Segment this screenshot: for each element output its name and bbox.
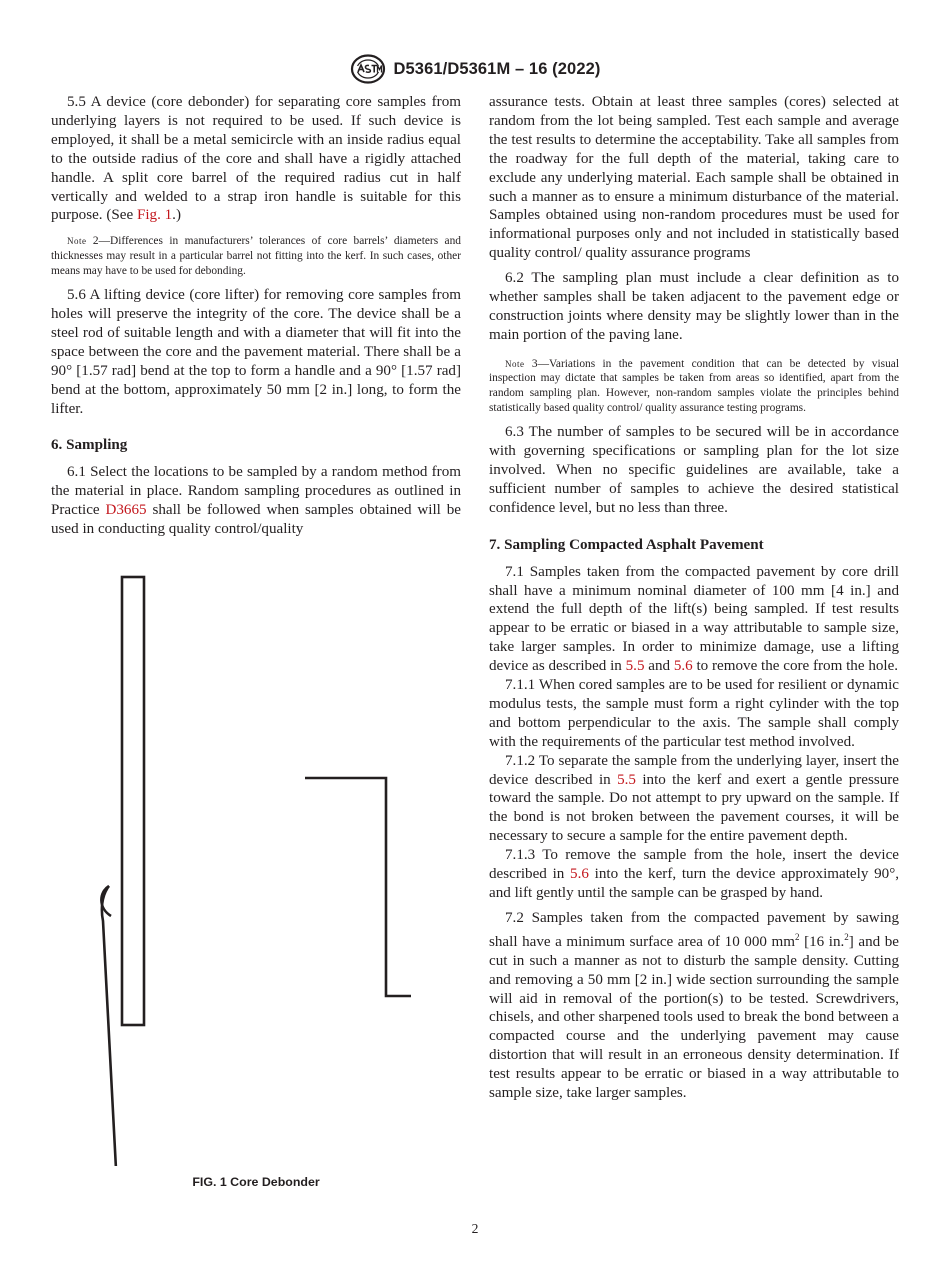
text: 7.2 Samples taken from the compacted pavement by sawing shall have a minimum surface area of 10 000 mm xyxy=(489,909,899,950)
text: .) xyxy=(172,207,181,224)
section-5-6-link[interactable]: 5.6 xyxy=(570,866,589,883)
document-designation: D5361/D5361M – 16 (2022) xyxy=(393,59,601,78)
paragraph-6-2: 6.2 The sampling plan must include a clear definition as to whether samples shall be taken adjacent to the pavement edge or construction joints where density may be slightly lower than in the main portion of the paving lane. xyxy=(489,270,899,343)
text: into the kerf and exert a gentle pressure toward the sample. Do not attempt to pry upward on the sample. If the bond is not broken between the pavement courses, it will be necessary to secure a sample for the entire pavement depth. xyxy=(489,771,899,845)
note-text: —Variations in the pavement condition that can be detected by visual inspection may dictate that samples be taken from areas so identified, apart from the random sampling plan. However, non-random samples violate the principles behind statistically based quality control/ quality assurance testing programs. xyxy=(489,357,899,414)
text: into the kerf, turn the device approximately 90°, and lift gently until the sample can be grasped by hand. xyxy=(489,866,899,901)
note-number: 3 xyxy=(531,357,538,370)
paragraph-5-5 xyxy=(51,93,461,225)
right-column xyxy=(489,93,899,1103)
text: [16 in. xyxy=(799,933,845,950)
paragraph-6-1 xyxy=(51,463,461,539)
debonder-handle xyxy=(122,577,144,1025)
section-5-5-link[interactable]: 5.5 xyxy=(617,771,636,788)
d3665-link[interactable]: D3665 xyxy=(105,502,147,519)
text: 7.1.2 To separate the sample from the underlying layer, insert the device described in xyxy=(489,752,899,788)
superscript: 2 xyxy=(844,931,849,942)
text: ] and be cut in such a manner as not to disturb the sample density. Cutting and removing a 50 mm [2 in.] wide section surrounding the sample will aid in removal of the portion(s) to be tested. Screwdrivers, chisels, and other sharpened tools used to break the bond between a compacted course and the underlying pavement may cause distortion that will result in an erroneous density determination. If test results appear to be erratic or biased in a way attributable to sample size, take larger samples. xyxy=(489,933,899,1102)
paragraph-7-1 xyxy=(489,563,899,676)
text: 7.1 Samples taken from the compacted pavement by core drill shall have a minimum nominal diameter of 100 mm [4 in.] and extend the full depth of the lift(s) being sampled. If test results appear to be erratic or biased in a way attributable to sample size, take larger samples. In order to minimize damage, use a lifting device as described in xyxy=(489,563,899,675)
note-label: Note xyxy=(67,236,87,247)
text: 6.1 Select the locations to be sampled by a random method from the material in place. Random sampling procedures as outlined in Practice xyxy=(51,464,461,519)
paragraph-5-6: 5.6 A lifting device (core lifter) for removing core samples from holes will preserve the integrity of the core. The device shall be a steel rod of suitable length and with a diameter that will fit into the space between the core and the pavement material. There shall be a 90° [1.57 rad] bend at the top to form a handle and a 90° [1.57 rad] bend at the bottom, approximately 50 mm [2 in.] long, to form the lifter. xyxy=(51,287,461,417)
text: and xyxy=(644,658,674,675)
text: 5.5 A device (core debonder) for separating core samples from underlying layers is not required to be used. If such device is employed, it shall be a metal semicircle with an inside radius equal to the outside radius of the core and shall have a rigidly attached handle. A split core barrel of the required radius cut in half vertically and welded to a strap iron handle is suitable for this purpose. (See xyxy=(51,94,461,224)
page-header xyxy=(0,52,950,86)
astm-logo-icon xyxy=(350,54,386,84)
note-label: Note xyxy=(505,358,525,369)
note-number: 2 xyxy=(92,235,99,248)
section-7-heading: 7. Sampling Compacted Asphalt Pavement xyxy=(489,536,764,553)
section-5-6-link[interactable]: 5.6 xyxy=(673,658,693,675)
fig-1-link[interactable]: Fig. 1 xyxy=(136,207,173,224)
section-6-heading: 6. Sampling xyxy=(51,437,128,454)
paragraph-6-3: 6.3 The number of samples to be secured will be in accordance with governing specifications or sampling plan for the lot size involved. When no specific guidelines are available, take a sufficient number of samples to achieve the desired statistical confidence level, but no less than three. xyxy=(489,424,899,516)
left-column xyxy=(51,93,461,539)
text: shall be followed when samples obtained will be used in conducting quality control/quality xyxy=(51,502,461,538)
note-text: —Differences in manufacturers’ tolerances of core barrels’ diameters and thicknesses may result in a particular barrel not fitting into the kerf. In such cases, other means may have to be used for debonding. xyxy=(51,235,461,277)
text: to remove the core from the hole. xyxy=(692,658,899,675)
superscript: 2 xyxy=(795,931,800,942)
note-3 xyxy=(489,357,899,415)
figure-1 xyxy=(51,566,461,1196)
core-debonder-drawing xyxy=(51,566,461,1166)
core-lifter-rod xyxy=(305,778,411,996)
barrel-wall xyxy=(102,886,116,1166)
section-5-5-link[interactable]: 5.5 xyxy=(625,658,645,675)
figure-caption: FIG. 1 Core Debonder xyxy=(192,1175,320,1189)
paragraph-6-1-continued: assurance tests. Obtain at least three samples (cores) selected at random from the lot being sampled. Test each sample and average the test results to determine the acceptability. Take all samples from the roadway for the full depth of the material, taking care to exclude any underlying material. Each sample shall be obtained in such a manner as to ensure a minimum disturbance of the material. Samples obtained using non-random procedures must be used for informational purposes only and not included in statistically based quality control/ quality assurance programs xyxy=(489,94,899,262)
text: 7.1.3 To remove the sample from the hole, insert the device described in xyxy=(489,847,899,883)
paragraph-7-1-1: 7.1.1 When cored samples are to be used for resilient or dynamic modulus tests, the sample must form a right cylinder with the top and bottom perpendicular to the axis. The sample shall comply with the requirements of the particular test method involved. xyxy=(489,677,899,750)
paragraph-7-1-2 xyxy=(489,752,899,847)
note-2 xyxy=(51,234,461,278)
paragraph-7-1-3 xyxy=(489,846,899,903)
paragraph-7-2 xyxy=(489,909,899,1103)
page-number: 2 xyxy=(471,1221,479,1236)
